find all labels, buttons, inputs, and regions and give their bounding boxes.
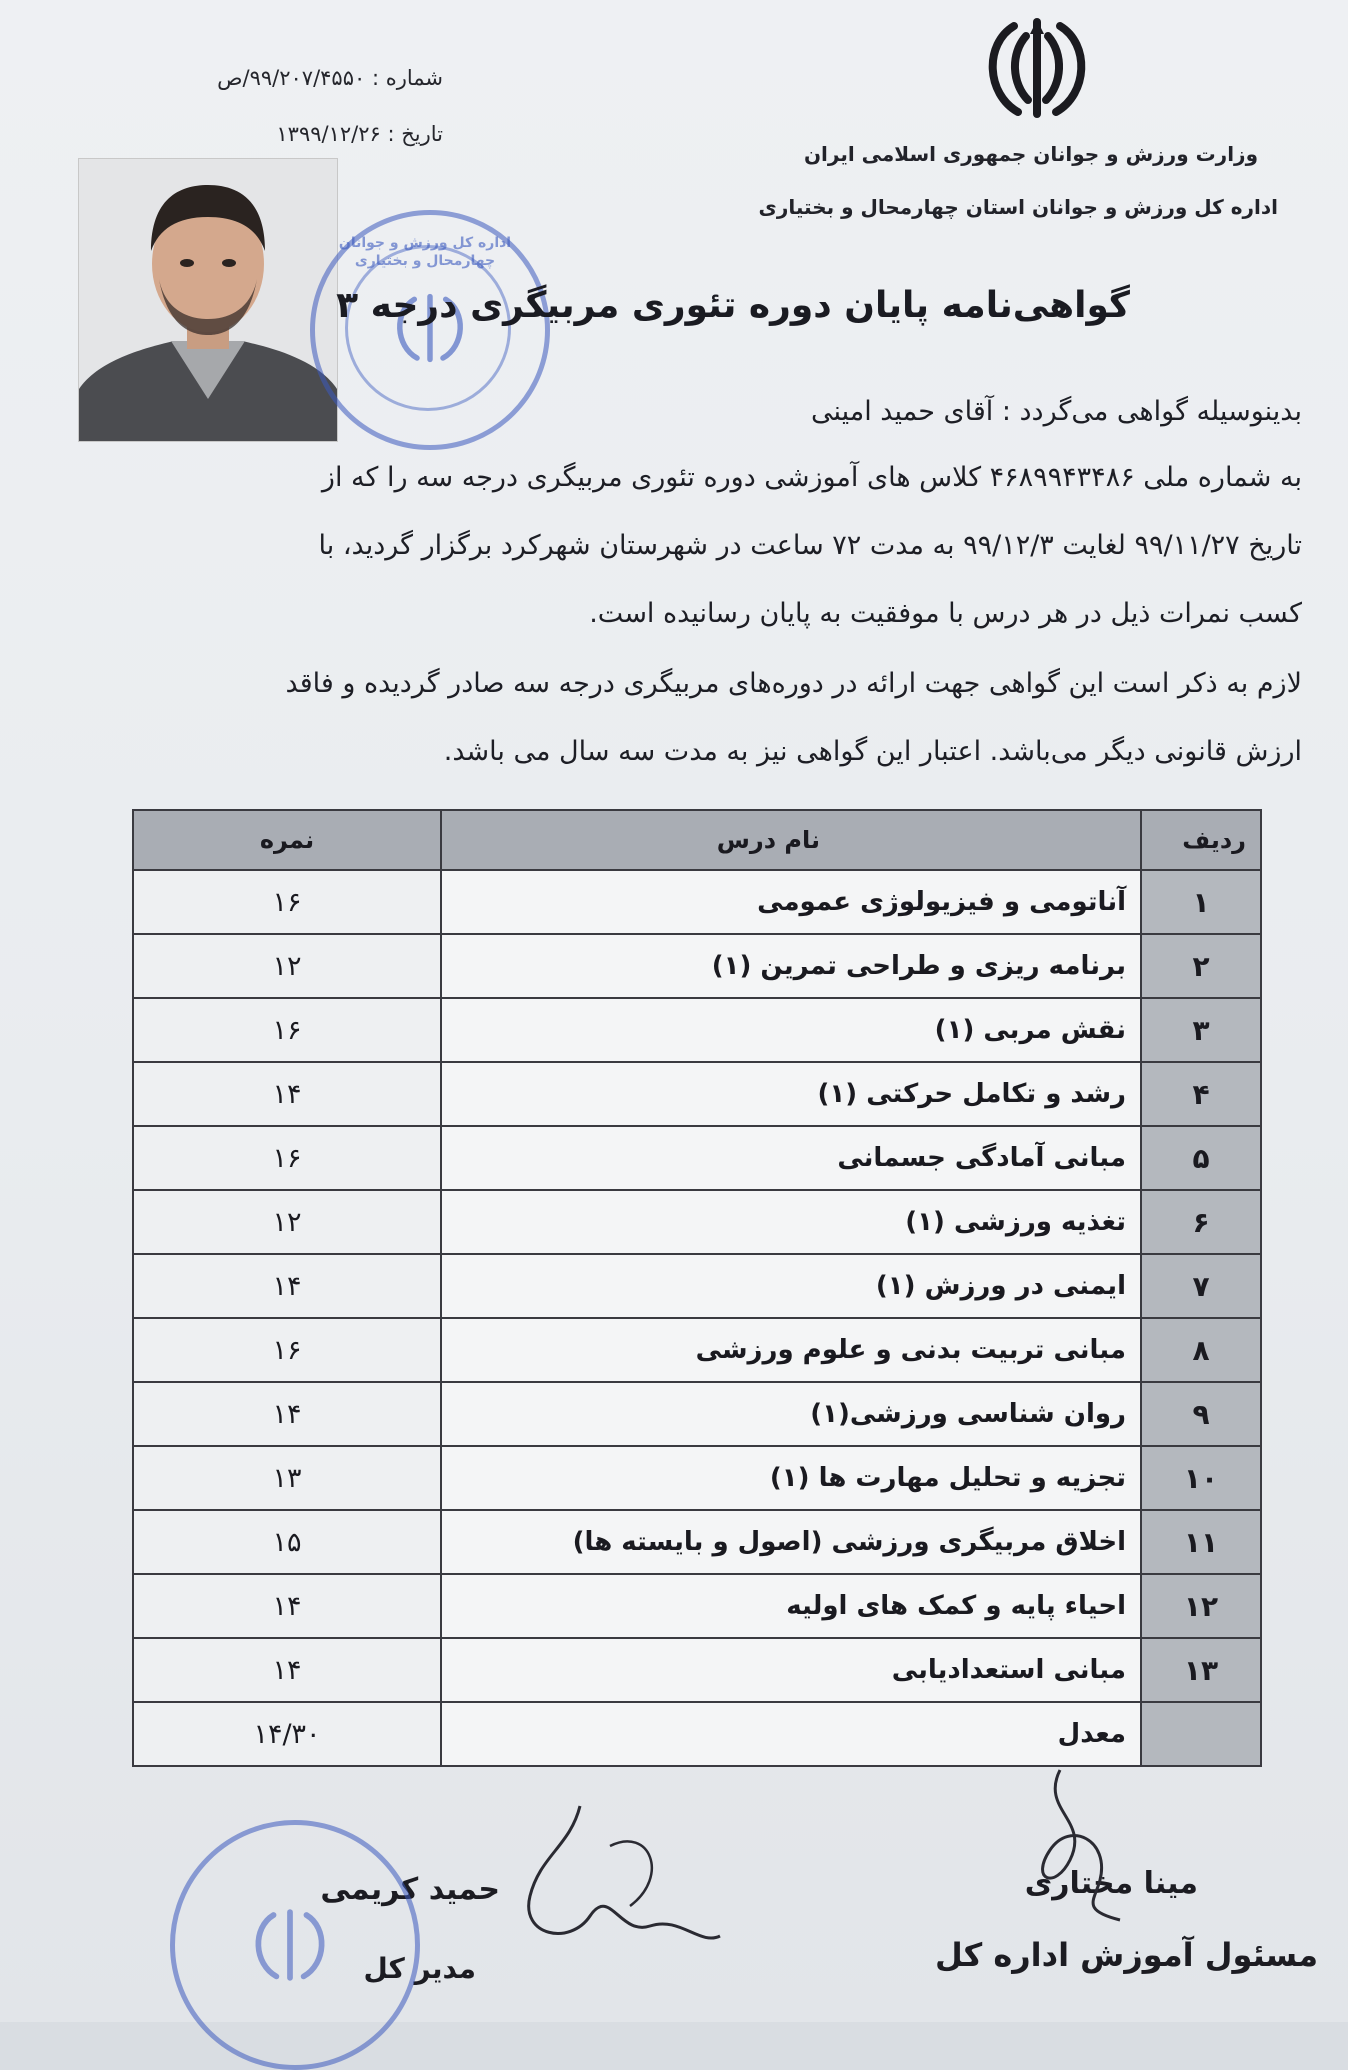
certificate-title: گواهی‌نامه پایان دوره تئوری مربیگری درجه ۳ — [336, 285, 1130, 326]
holder-photo — [78, 158, 338, 442]
right-signature-icon — [1000, 1760, 1160, 1930]
row-course: آناتومی و فیزیولوژی عمومی — [441, 870, 1141, 934]
row-course: مبانی استعدادیابی — [441, 1638, 1141, 1702]
row-course: نقش مربی (۱) — [441, 998, 1141, 1062]
table-row — [133, 1510, 1261, 1574]
row-course: برنامه ریزی و طراحی تمرین (۱) — [441, 934, 1141, 998]
row-course: اخلاق مربیگری ورزشی (اصول و بایسته ها) — [441, 1510, 1141, 1574]
header-index: ردیف — [1141, 810, 1261, 870]
row-score: ۱۴ — [133, 1574, 441, 1638]
table-row — [133, 1062, 1261, 1126]
person-photo-icon — [79, 159, 337, 441]
body-line-2: به شماره ملی ۴۶۸۹۹۴۳۴۸۶ کلاس های آموزشی دوره تئوری مربیگری درجه سه را که از — [321, 462, 1302, 493]
row-index: ۴ — [1141, 1062, 1261, 1126]
left-signature-icon — [420, 1786, 750, 2016]
table-row — [133, 1190, 1261, 1254]
row-course: احیاء پایه و کمک های اولیه — [441, 1574, 1141, 1638]
row-index: ۳ — [1141, 998, 1261, 1062]
row-score: ۱۲ — [133, 934, 441, 998]
office-name: اداره کل ورزش و جوانان استان چهارمحال و بختیاری — [758, 195, 1278, 219]
average-row — [133, 1702, 1261, 1766]
row-course: تغذیه ورزشی (۱) — [441, 1190, 1141, 1254]
row-index: ۱۱ — [1141, 1510, 1261, 1574]
body-line-1: بدینوسیله گواهی می‌گردد : آقای حمید امینی — [810, 396, 1302, 427]
bottom-stamp-emblem-icon — [245, 1900, 335, 1990]
table-row — [133, 998, 1261, 1062]
left-signer-title: مدیر کل — [363, 1952, 476, 1985]
row-course: مبانی تربیت بدنی و علوم ورزشی — [441, 1318, 1141, 1382]
row-index: ۲ — [1141, 934, 1261, 998]
table-header-row — [133, 810, 1261, 870]
table-row — [133, 1638, 1261, 1702]
header-score: نمره — [133, 810, 441, 870]
body-line-4: کسب نمرات ذیل در هر درس با موفقیت به پایان رسانیده است. — [589, 598, 1302, 629]
row-score: ۱۶ — [133, 870, 441, 934]
row-score: ۱۴ — [133, 1638, 441, 1702]
row-index: ۱۰ — [1141, 1446, 1261, 1510]
row-index: ۱۳ — [1141, 1638, 1261, 1702]
average-value: ۱۴/۳۰ — [133, 1702, 441, 1766]
table-row — [133, 1382, 1261, 1446]
stamp-text: اداره کل ورزش و جوانان چهارمحال و بختیاری — [338, 235, 512, 269]
row-score: ۱۶ — [133, 998, 441, 1062]
table-row — [133, 870, 1261, 934]
row-index: ۶ — [1141, 1190, 1261, 1254]
row-course: مبانی آمادگی جسمانی — [441, 1126, 1141, 1190]
row-score: ۱۴ — [133, 1254, 441, 1318]
body-line-3: تاریخ ۹۹/۱۱/۲۷ لغایت ۹۹/۱۲/۳ به مدت ۷۲ ساعت در شهرستان شهرکرد برگزار گردید، با — [318, 530, 1302, 561]
row-score: ۱۵ — [133, 1510, 441, 1574]
ministry-name: وزارت ورزش و جوانان جمهوری اسلامی ایران — [803, 142, 1258, 166]
row-score: ۱۴ — [133, 1382, 441, 1446]
row-course: ایمنی در ورزش (۱) — [441, 1254, 1141, 1318]
average-label: معدل — [441, 1702, 1141, 1766]
table-row — [133, 1574, 1261, 1638]
table-row — [133, 1446, 1261, 1510]
table-row — [133, 1318, 1261, 1382]
row-score: ۱۶ — [133, 1318, 441, 1382]
table-row — [133, 1254, 1261, 1318]
header-course: نام درس — [441, 810, 1141, 870]
row-score: ۱۳ — [133, 1446, 441, 1510]
row-course: رشد و تکامل حرکتی (۱) — [441, 1062, 1141, 1126]
row-index: ۸ — [1141, 1318, 1261, 1382]
row-score: ۱۲ — [133, 1190, 441, 1254]
iran-emblem-icon — [974, 14, 1100, 122]
grades-table — [132, 809, 1262, 1767]
left-signer-name: حمید کریمی — [320, 1872, 500, 1907]
row-index: ۱ — [1141, 870, 1261, 934]
row-index: ۵ — [1141, 1126, 1261, 1190]
row-course: تجزیه و تحلیل مهارت ها (۱) — [441, 1446, 1141, 1510]
row-index: ۷ — [1141, 1254, 1261, 1318]
table-row — [133, 934, 1261, 998]
right-signer-name: مینا مختاری — [1024, 1866, 1198, 1901]
average-index-cell — [1141, 1702, 1261, 1766]
row-index: ۱۲ — [1141, 1574, 1261, 1638]
row-course: روان شناسی ورزشی(۱) — [441, 1382, 1141, 1446]
body-line-5: لازم به ذکر است این گواهی جهت ارائه در دوره‌های مربیگری درجه سه صادر گردیده و فاقد — [285, 668, 1302, 699]
table-row — [133, 1126, 1261, 1190]
letter-date: تاریخ : ۱۳۹۹/۱۲/۲۶ — [276, 122, 443, 146]
row-index: ۹ — [1141, 1382, 1261, 1446]
body-line-6: ارزش قانونی دیگر می‌باشد. اعتبار این گواهی نیز به مدت سه سال می باشد. — [443, 736, 1302, 767]
row-score: ۱۴ — [133, 1062, 441, 1126]
row-score: ۱۶ — [133, 1126, 441, 1190]
letter-number: شماره : ۹۹/۲۰۷/۴۵۵۰/ص — [217, 66, 443, 90]
right-signer-title: مسئول آموزش اداره کل — [935, 1936, 1318, 1974]
